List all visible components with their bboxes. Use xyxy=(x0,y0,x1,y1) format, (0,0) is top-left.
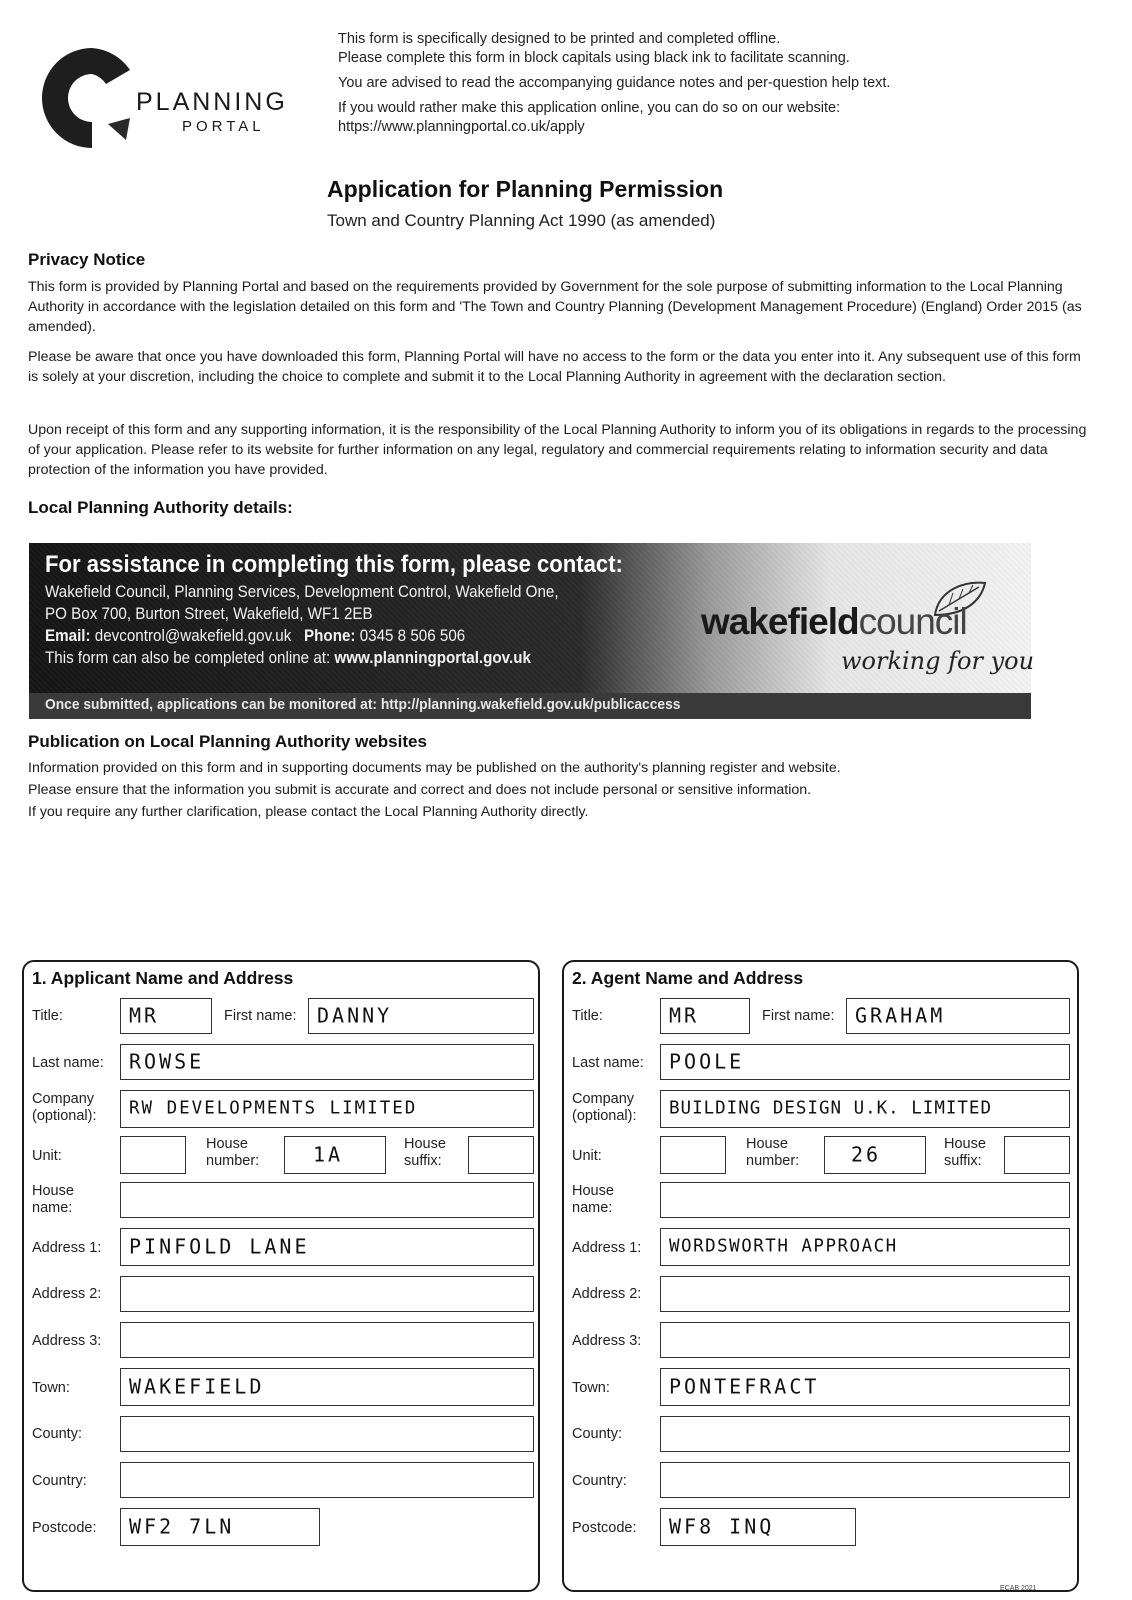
applicant-first-name-value: DANNY xyxy=(317,1003,393,1028)
applicant-first-name-field[interactable] xyxy=(308,998,534,1034)
applicant-country-label: Country: xyxy=(32,1473,87,1489)
applicant-house-number-label: House number: xyxy=(206,1136,260,1169)
agent-address1-value: WORDSWORTH APPROACH xyxy=(669,1236,898,1257)
agent-title-label: Title: xyxy=(572,1008,603,1024)
planning-portal-logo xyxy=(30,40,300,150)
agent-postcode-value: WF8 INQ xyxy=(669,1514,775,1539)
applicant-address1-value: PINFOLD LANE xyxy=(129,1234,310,1259)
applicant-house-suffix-label: House suffix: xyxy=(404,1136,446,1169)
form-version-code: ECAB 2021 xyxy=(1000,1585,1037,1592)
applicant-title-label: Title: xyxy=(32,1008,63,1024)
intro-line-guidance: You are advised to read the accompanying guidance notes and per-question help text. xyxy=(338,75,891,91)
agent-house-suffix-label: House suffix: xyxy=(944,1136,986,1169)
lpa-contact-banner xyxy=(29,543,1035,719)
agent-last-name-field[interactable] xyxy=(660,1044,1070,1080)
agent-unit-field[interactable] xyxy=(660,1136,726,1174)
banner-footer-text: Once submitted, applications can be monitored at: http://planning.wakefield.gov.uk/publicaccess xyxy=(45,696,681,713)
applicant-town-value: WAKEFIELD xyxy=(129,1374,265,1399)
applicant-postcode-field[interactable] xyxy=(120,1508,320,1546)
banner-online-prefix: This form can also be completed online at: xyxy=(45,649,331,667)
banner-phone: 0345 8 506 506 xyxy=(359,627,466,645)
privacy-heading: Privacy Notice xyxy=(28,250,146,269)
agent-town-value: PONTEFRACT xyxy=(669,1374,820,1399)
applicant-title-value: MR xyxy=(129,1003,160,1028)
applicant-address1-label: Address 1: xyxy=(32,1240,102,1256)
intro-line-online: If you would rather make this application online, you can do so on our website: https://www.planningportal.co.uk/apply xyxy=(338,100,841,135)
applicant-house-suffix-field[interactable] xyxy=(468,1136,534,1174)
agent-panel-title: 2. Agent Name and Address xyxy=(572,968,804,988)
applicant-house-number-field[interactable] xyxy=(284,1136,386,1174)
applicant-house-number-value: 1A xyxy=(313,1142,344,1167)
applicant-postcode-value: WF2 7LN xyxy=(129,1514,235,1539)
agent-address3-label: Address 3: xyxy=(572,1333,642,1349)
council-tagline: working for you xyxy=(841,647,1035,675)
applicant-company-label: Company (optional): xyxy=(32,1091,97,1124)
agent-town-label: Town: xyxy=(572,1380,610,1396)
banner-email: devcontrol@wakefield.gov.uk xyxy=(94,627,292,645)
agent-last-name-label: Last name: xyxy=(572,1055,644,1071)
agent-company-field[interactable] xyxy=(660,1090,1070,1128)
agent-company-label: Company (optional): xyxy=(572,1091,637,1124)
applicant-address1-field[interactable] xyxy=(120,1228,534,1266)
agent-panel xyxy=(562,960,1079,1592)
applicant-house-name-field[interactable] xyxy=(120,1182,534,1218)
banner-heading: For assistance in completing this form, please contact: xyxy=(45,551,623,578)
banner-address-line-2: PO Box 700, Burton Street, Wakefield, WF1 2EB xyxy=(45,605,373,623)
applicant-town-field[interactable] xyxy=(120,1368,534,1406)
agent-town-field[interactable] xyxy=(660,1368,1070,1406)
publication-text: Information provided on this form and in supporting documents may be published on the authority's planning register and website. Please ensure that the information you submit is accurate and correct and does not include personal or sensitive information. If you require any further clarification, please contact the Local Planning Authority directly. xyxy=(28,760,841,820)
applicant-last-name-label: Last name: xyxy=(32,1055,104,1071)
applicant-panel-title: 1. Applicant Name and Address xyxy=(32,968,294,988)
applicant-address3-field[interactable] xyxy=(120,1322,534,1358)
banner-contact-line xyxy=(45,627,465,646)
applicant-address2-field[interactable] xyxy=(120,1276,534,1312)
logo-wordmark: PLANNING xyxy=(136,88,288,116)
agent-postcode-label: Postcode: xyxy=(572,1520,637,1536)
agent-unit-label: Unit: xyxy=(572,1148,602,1164)
agent-house-suffix-field[interactable] xyxy=(1004,1136,1070,1174)
logo-subword: PORTAL xyxy=(182,118,265,135)
applicant-company-value: RW DEVELOPMENTS LIMITED xyxy=(129,1098,418,1119)
applicant-country-field[interactable] xyxy=(120,1462,534,1498)
banner-footer-bar xyxy=(29,693,1031,719)
agent-house-number-value: 26 xyxy=(851,1142,882,1167)
agent-address2-label: Address 2: xyxy=(572,1286,642,1302)
agent-address3-field[interactable] xyxy=(660,1322,1070,1358)
agent-first-name-label: First name: xyxy=(762,1008,835,1024)
applicant-first-name-label: First name: xyxy=(224,1008,297,1024)
agent-address2-field[interactable] xyxy=(660,1276,1070,1312)
agent-company-value: BUILDING DESIGN U.K. LIMITED xyxy=(669,1098,993,1119)
banner-email-label: Email: xyxy=(45,627,91,645)
applicant-postcode-label: Postcode: xyxy=(32,1520,97,1536)
applicant-last-name-value: ROWSE xyxy=(129,1049,205,1074)
applicant-unit-field[interactable] xyxy=(120,1136,186,1174)
wakefield-council-logo xyxy=(701,591,1035,691)
applicant-address2-label: Address 2: xyxy=(32,1286,102,1302)
agent-county-label: County: xyxy=(572,1426,622,1442)
applicant-company-field[interactable] xyxy=(120,1090,534,1128)
privacy-paragraph-1: This form is provided by Planning Portal and based on the requirements provided by Government for the sole purpose of submitting information to the Local Planning Authority in accordance with the legislation detailed on this form and 'The Town and Country Planning (Development Management Procedure) (England) Order 2015 (as amended). xyxy=(28,279,1082,335)
applicant-county-field[interactable] xyxy=(120,1416,534,1452)
page-subtitle: Town and Country Planning Act 1990 (as amended) xyxy=(327,211,716,230)
agent-country-field[interactable] xyxy=(660,1462,1070,1498)
agent-house-name-label: House name: xyxy=(572,1183,614,1216)
banner-online-url: www.planningportal.gov.uk xyxy=(334,649,531,667)
agent-first-name-value: GRAHAM xyxy=(855,1003,946,1028)
publication-heading: Publication on Local Planning Authority websites xyxy=(28,732,427,751)
agent-county-field[interactable] xyxy=(660,1416,1070,1452)
applicant-unit-label: Unit: xyxy=(32,1148,62,1164)
agent-title-field[interactable] xyxy=(660,998,750,1034)
banner-phone-label: Phone: xyxy=(304,627,356,645)
applicant-house-name-label: House name: xyxy=(32,1183,74,1216)
lpa-heading: Local Planning Authority details: xyxy=(28,498,293,517)
applicant-town-label: Town: xyxy=(32,1380,70,1396)
agent-last-name-value: POOLE xyxy=(669,1049,745,1074)
intro-line-print: This form is specifically designed to be printed and completed offline. Please complete this form in block capitals using black ink to facilitate scanning. xyxy=(338,31,850,66)
agent-postcode-field[interactable] xyxy=(660,1508,856,1546)
council-wordmark xyxy=(701,601,967,643)
banner-online-line xyxy=(45,649,531,668)
agent-first-name-field[interactable] xyxy=(846,998,1070,1034)
agent-house-name-field[interactable] xyxy=(660,1182,1070,1218)
agent-address1-field[interactable] xyxy=(660,1228,1070,1266)
intro-instructions xyxy=(338,30,1098,143)
applicant-title-field[interactable] xyxy=(120,998,212,1034)
council-wordmark-light: council xyxy=(858,601,967,642)
agent-country-label: Country: xyxy=(572,1473,627,1489)
privacy-paragraph-3: Upon receipt of this form and any supporting information, it is the responsibility of the Local Planning Authority to inform you of its obligations in regards to the processing of your application. Please refer to its website for further information on any legal, regulatory and commercial requirements relating to information security and data protection of the information you have provided. xyxy=(28,422,1087,478)
applicant-county-label: County: xyxy=(32,1426,82,1442)
agent-address1-label: Address 1: xyxy=(572,1240,642,1256)
council-wordmark-bold: wakefield xyxy=(701,601,859,642)
privacy-paragraph-2: Please be aware that once you have downloaded this form, Planning Portal will have no access to the form or the data you enter into it. Any subsequent use of this form is solely at your discretion, including the choice to complete and submit it to the Local Planning Authority in agreement with the declaration section. xyxy=(28,349,1081,385)
agent-title-value: MR xyxy=(669,1003,700,1028)
page-title: Application for Planning Permission xyxy=(327,176,724,202)
banner-address-line-1: Wakefield Council, Planning Services, Development Control, Wakefield One, xyxy=(45,583,559,601)
planning-portal-logo-mark-icon xyxy=(30,40,150,150)
applicant-address3-label: Address 3: xyxy=(32,1333,102,1349)
agent-house-number-label: House number: xyxy=(746,1136,800,1169)
agent-house-number-field[interactable] xyxy=(824,1136,926,1174)
applicant-panel xyxy=(22,960,540,1592)
applicant-last-name-field[interactable] xyxy=(120,1044,534,1080)
